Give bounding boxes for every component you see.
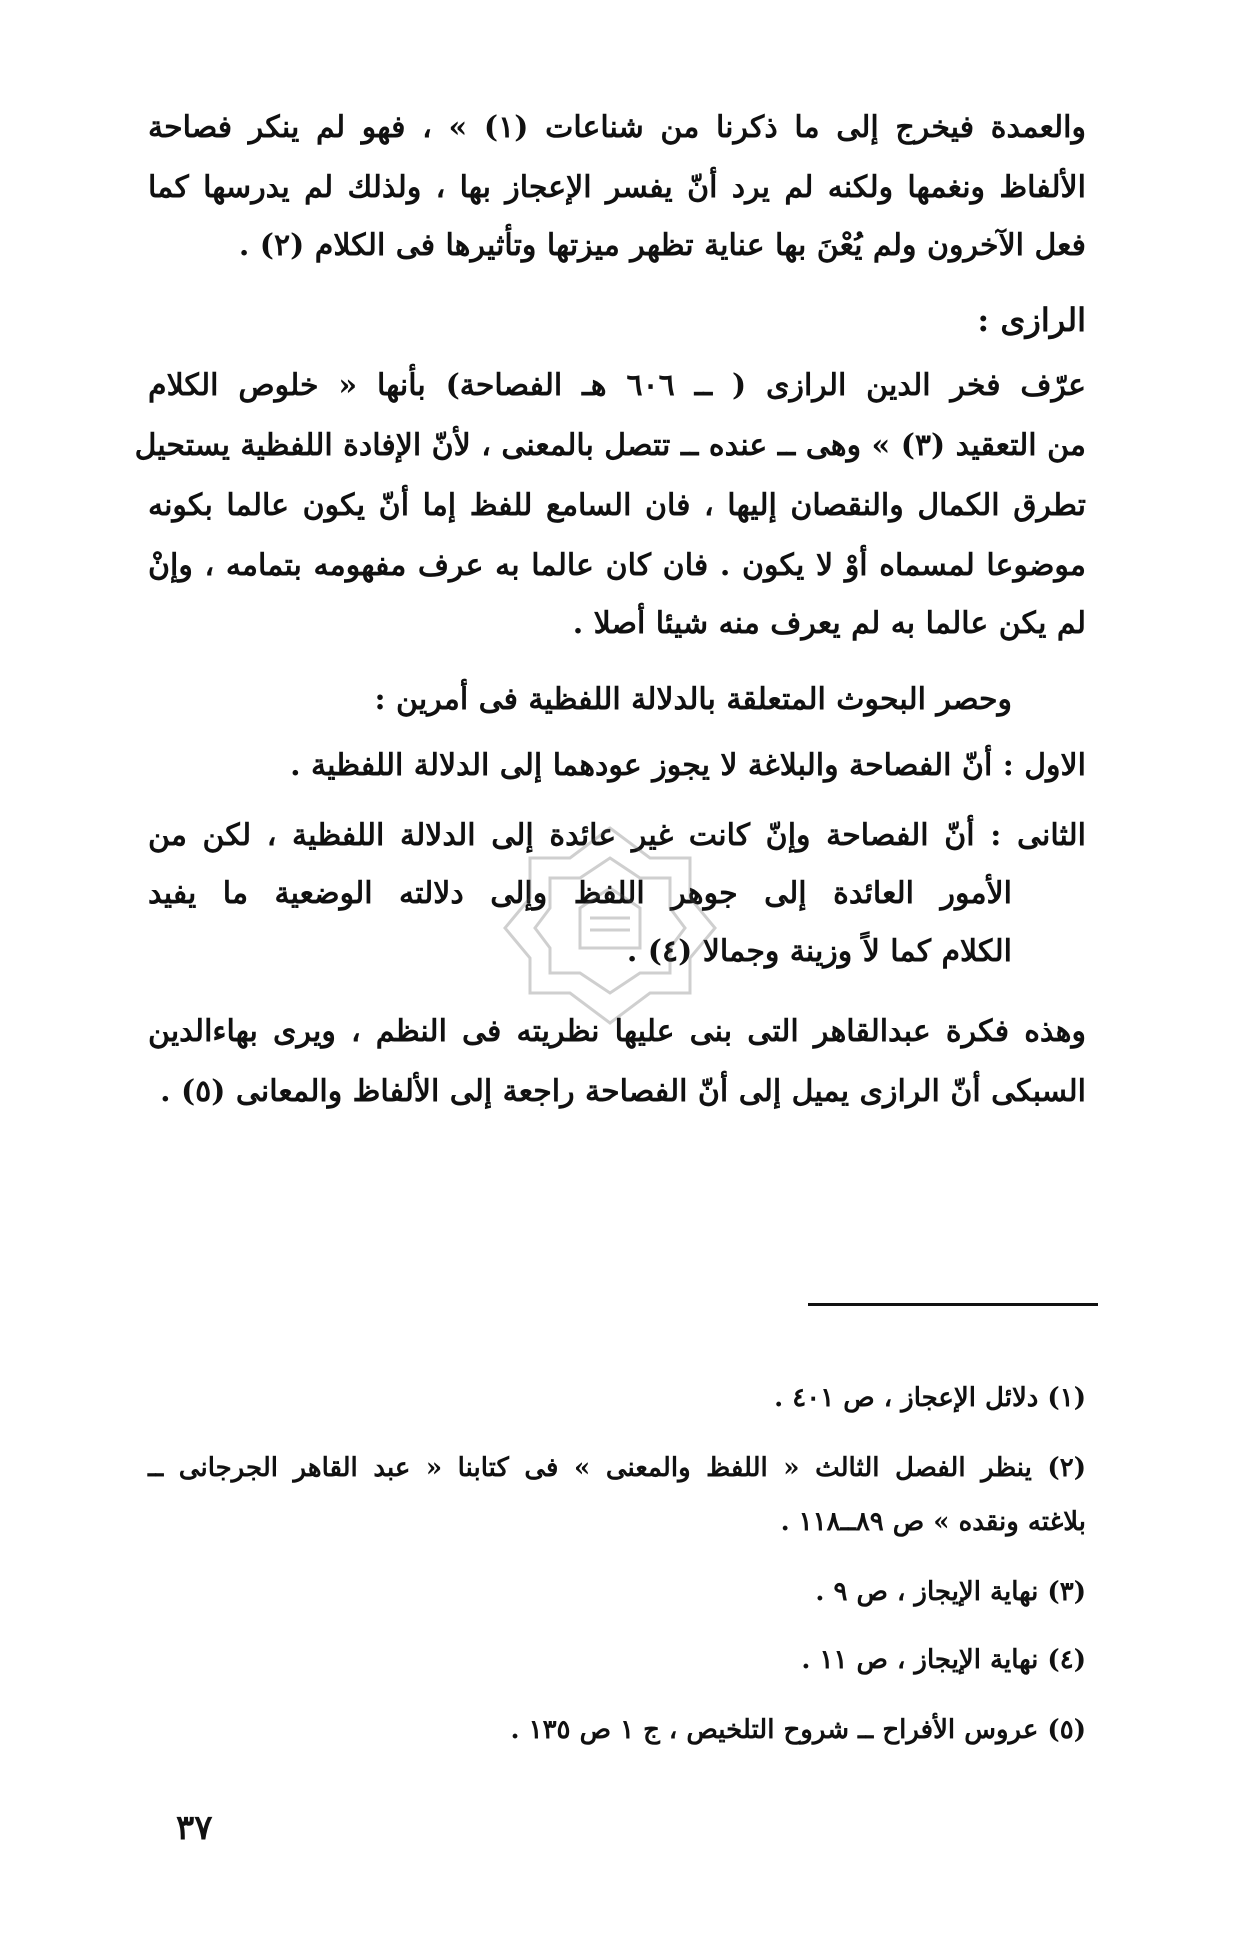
paragraph-3: وحصر البحوث المتعلقة بالدلالة اللفظية فى أمرين : [374, 682, 1012, 717]
paragraph-1-line-2: الألفاظ ونغمها ولكنه لم يرد أنّ يفسر الإعجاز بها ، ولذلك لم يدرسها كما [148, 170, 1086, 205]
paragraph-2-line-2: من التعقيد (٣) » وهى ــ عنده ــ تتصل بالمعنى ، لأنّ الإفادة اللفظية يستحيل [134, 428, 1086, 463]
paragraph-1-line-1: والعمدة فيخرج إلى ما ذكرنا من شناعات (١) » ، فهو لم ينكر فصاحة [148, 110, 1087, 145]
paragraph-1-line-3: فعل الآخرون ولم يُعْنَ بها عناية تظهر ميزتها وتأثيرها فى الكلام (٢) . [238, 228, 1086, 263]
paragraph-2-line-4: موضوعا لمسماه أوْ لا يكون . فان كان عالما به عرف مفهومه بتمامه ، وإنْ [148, 548, 1086, 583]
paragraph-4-line-1: وهذه فكرة عبدالقاهر التى بنى عليها نظريته فى النظم ، ويرى بهاءالدين [148, 1014, 1086, 1049]
paragraph-2-line-5: لم يكن عالما به لم يعرف منه شيئا أصلا . [572, 606, 1086, 641]
library-watermark-seal [500, 818, 720, 1028]
paragraph-4-line-2: السبكى أنّ الرازى يميل إلى أنّ الفصاحة راجعة إلى الألفاظ والمعانى (٥) . [160, 1074, 1086, 1109]
footnote-divider [808, 1303, 1098, 1306]
footnote-3: (٣) نهاية الإيجاز ، ص ٩ . [815, 1577, 1086, 1607]
second-item-line-1: الثانى : أنّ الفصاحة وإنّ كانت غير عائدة إلى الدلالة اللفظية ، لكن من [148, 818, 1086, 853]
footnote-2-line-1: (٢) ينظر الفصل الثالث « اللفظ والمعنى » فى كتابنا « عبد القاهر الجرجانى ــ [148, 1453, 1086, 1483]
footnote-2-line-2: بلاغته ونقده » ص ٨٩ــ١١٨ . [780, 1507, 1086, 1537]
footnote-4: (٤) نهاية الإيجاز ، ص ١١ . [801, 1645, 1086, 1675]
page-number: ٣٧ [176, 1808, 213, 1848]
second-item-line-2: الأمور العائدة إلى جوهر اللفظ وإلى دلالته الوضعية ما يفيد [148, 876, 1012, 911]
footnote-5: (٥) عروس الأفراح ــ شروح التلخيص ، ج ١ ص ١٣٥ . [510, 1715, 1086, 1745]
first-item: الاول : أنّ الفصاحة والبلاغة لا يجوز عودهما إلى الدلالة اللفظية . [290, 748, 1086, 783]
second-item-line-3: الكلام كما لاً وزينة وجمالا (٤) . [626, 934, 1012, 969]
paragraph-2-line-1: عرّف فخر الدين الرازى ( ــ ٦٠٦ هـ الفصاحة) بأنها « خلوص الكلام [148, 368, 1086, 403]
paragraph-2-line-3: تطرق الكمال والنقصان إليها ، فان السامع للفظ إما أنّ يكون عالما بكونه [148, 488, 1086, 523]
section-heading-razi: الرازى : [977, 301, 1086, 339]
footnote-1: (١) دلائل الإعجاز ، ص ٤٠١ . [774, 1383, 1086, 1413]
